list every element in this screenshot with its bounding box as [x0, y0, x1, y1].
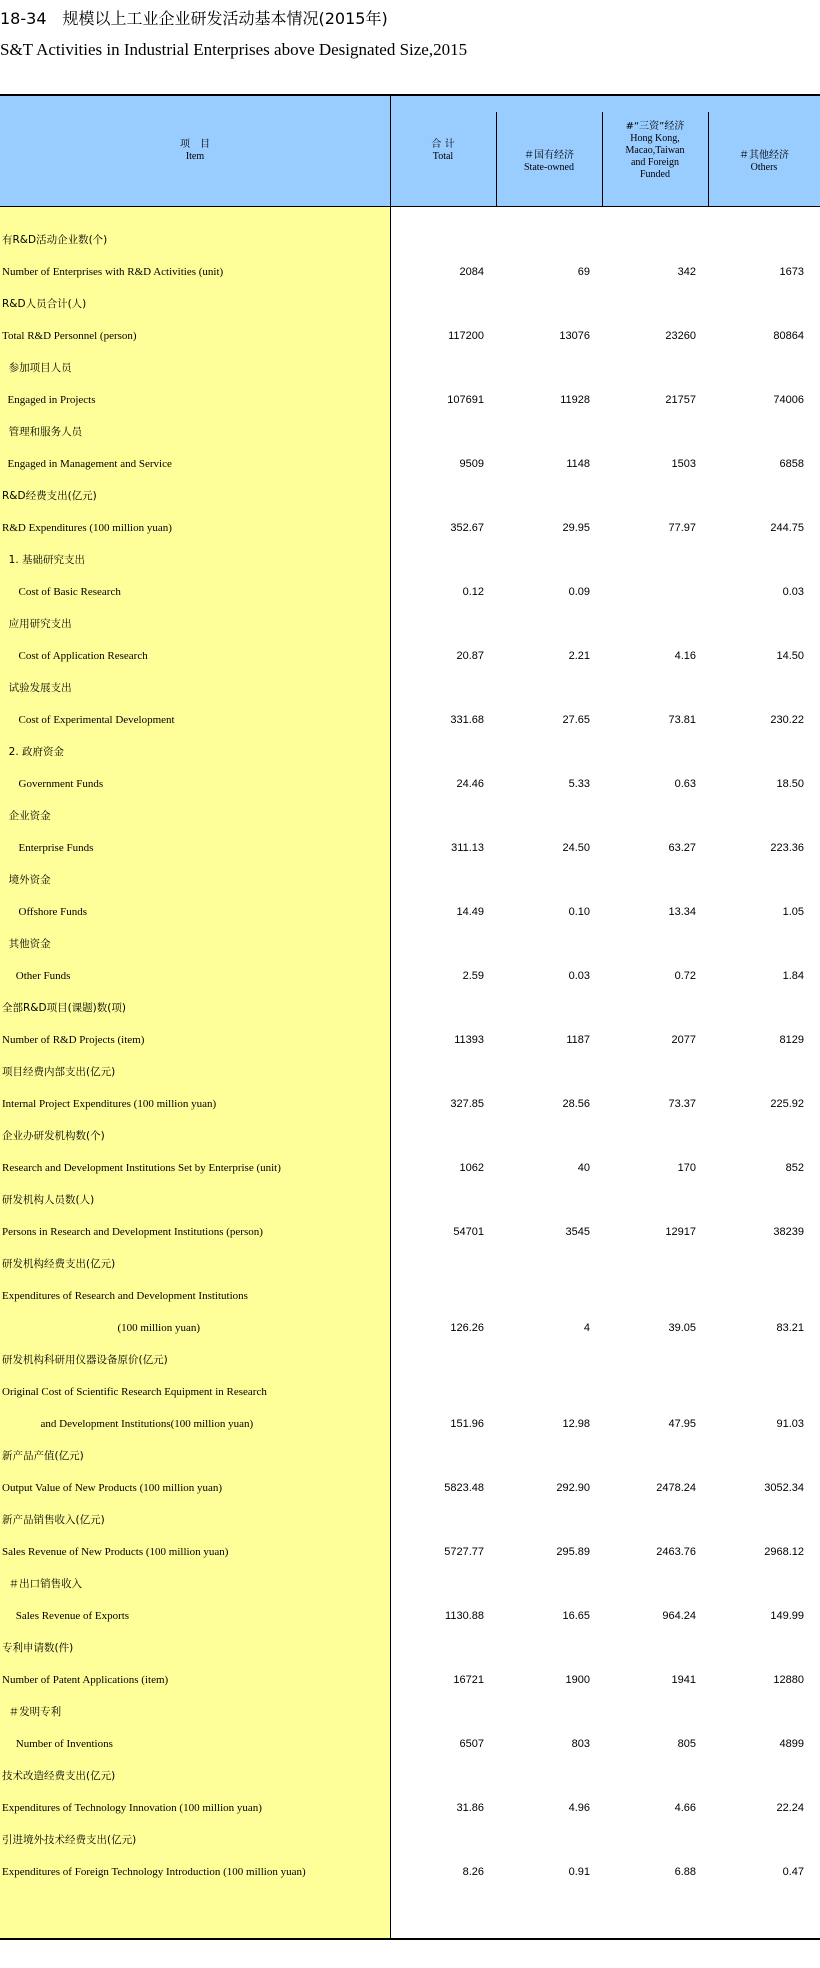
- row-value-col-2: 1900: [565, 1674, 590, 1686]
- table-row: [0, 1088, 820, 1120]
- row-value-col-2: 0.91: [568, 1866, 590, 1878]
- row-value-col-1: 117200: [448, 330, 484, 342]
- row-value-col-1: 327.85: [450, 1098, 484, 1110]
- table-row: [0, 608, 820, 640]
- table-row: [0, 1504, 820, 1536]
- row-value-col-4: 91.03: [776, 1418, 804, 1430]
- header-foreign-en-2: Macao,Taiwan: [625, 145, 685, 156]
- table-row: [0, 1248, 820, 1280]
- table-row: [0, 1472, 820, 1504]
- row-value-col-3: 21757: [665, 394, 696, 406]
- table-row: [0, 928, 820, 960]
- table-row: [0, 416, 820, 448]
- row-label: Expenditures of Foreign Technology Introduction (100 million yuan): [2, 1866, 306, 1878]
- row-value-col-4: 852: [785, 1162, 804, 1174]
- row-label: (100 million yuan): [2, 1322, 200, 1334]
- row-label: 专利申请数(件): [2, 1642, 74, 1654]
- header-item-cn: 项 目: [180, 139, 210, 150]
- table-row: [0, 704, 820, 736]
- row-label: Output Value of New Products (100 million yuan): [2, 1482, 223, 1494]
- row-value-col-2: 295.89: [556, 1546, 590, 1558]
- row-value-col-4: 1.84: [782, 970, 804, 982]
- row-value-col-1: 6507: [459, 1738, 484, 1750]
- row-value-col-3: 1941: [671, 1674, 696, 1686]
- row-value-col-1: 2.59: [462, 970, 484, 982]
- row-value-col-3: 47.95: [668, 1418, 696, 1430]
- row-label: 其他资金: [2, 938, 51, 950]
- row-label: ＃发明专利: [2, 1706, 62, 1718]
- row-value-col-2: 28.56: [562, 1098, 590, 1110]
- row-label: Original Cost of Scientific Research Equipment in Research: [2, 1386, 267, 1398]
- row-value-col-1: 5727.77: [444, 1546, 484, 1558]
- row-value-col-1: 2084: [459, 266, 484, 278]
- row-label: 研发机构经费支出(亿元): [2, 1258, 116, 1270]
- row-label: 境外资金: [2, 874, 51, 886]
- table-header: [0, 96, 820, 207]
- row-label: Expenditures of Technology Innovation (100 million yuan): [2, 1802, 262, 1814]
- row-value-col-3: 0.72: [674, 970, 696, 982]
- row-value-col-3: [608, 576, 696, 608]
- row-label: Expenditures of Research and Development Institutions: [2, 1290, 248, 1302]
- row-value-col-4: 22.24: [776, 1802, 804, 1814]
- row-label: Sales Revenue of New Products (100 million yuan): [2, 1546, 229, 1558]
- table-title-chinese: 18-34 规模以上工业企业研发活动基本情况(2015年): [0, 9, 388, 28]
- header-others-cn: ＃其他经济: [739, 150, 789, 161]
- row-label: 项目经费内部支出(亿元): [2, 1066, 116, 1078]
- row-value-col-3: 805: [677, 1738, 696, 1750]
- row-value-col-2: 69: [577, 266, 590, 278]
- row-label: Number of Enterprises with R&D Activities (unit): [2, 266, 224, 278]
- row-value-col-3: 4.16: [674, 650, 696, 662]
- row-label: Other Funds: [2, 970, 71, 982]
- table-row: [0, 384, 820, 416]
- row-value-col-4: 12880: [773, 1674, 804, 1686]
- table-row: [0, 1120, 820, 1152]
- row-value-col-1: 311.13: [451, 842, 484, 854]
- table-row: [0, 1344, 820, 1376]
- table-row: [0, 864, 820, 896]
- table-row: [0, 960, 820, 992]
- row-value-col-2: 2.21: [568, 650, 590, 662]
- row-value-col-4: 1.05: [782, 906, 804, 918]
- row-value-col-4: 225.92: [770, 1098, 804, 1110]
- row-value-col-3: 2077: [671, 1034, 696, 1046]
- row-label: Engaged in Projects: [2, 394, 96, 406]
- row-label: Research and Development Institutions Set by Enterprise (unit): [2, 1162, 281, 1174]
- header-foreign-funded: [602, 96, 708, 206]
- header-total: [390, 96, 496, 206]
- row-value-col-2: 3545: [565, 1226, 590, 1238]
- row-value-col-2: 29.95: [562, 522, 590, 534]
- row-value-col-3: 170: [677, 1162, 696, 1174]
- table-row: [0, 1536, 820, 1568]
- row-label: 新产品产值(亿元): [2, 1450, 84, 1462]
- row-value-col-1: 54701: [453, 1226, 484, 1238]
- row-label: Number of Inventions: [2, 1738, 113, 1750]
- row-value-col-1: 126.26: [450, 1322, 484, 1334]
- row-value-col-1: 5823.48: [444, 1482, 484, 1494]
- row-label: Total R&D Personnel (person): [2, 330, 137, 342]
- table-row: [0, 1760, 820, 1792]
- row-value-col-2: 27.65: [562, 714, 590, 726]
- table-row: [0, 640, 820, 672]
- table-bottom-rule: [0, 1938, 820, 1940]
- row-label: 企业资金: [2, 810, 51, 822]
- table-row: [0, 896, 820, 928]
- row-value-col-2: 12.98: [562, 1418, 590, 1430]
- table-row: [0, 1376, 820, 1408]
- row-label: 企业办研发机构数(个): [2, 1130, 105, 1142]
- table-row: [0, 992, 820, 1024]
- row-value-col-2: 292.90: [556, 1482, 590, 1494]
- table-row: [0, 480, 820, 512]
- row-label: 有R&D活动企业数(个): [2, 234, 108, 246]
- row-value-col-3: 0.63: [674, 778, 696, 790]
- row-value-col-3: 1503: [671, 458, 696, 470]
- row-value-col-3: 73.81: [668, 714, 696, 726]
- table-row: [0, 1440, 820, 1472]
- header-foreign-en-4: Funded: [640, 169, 670, 180]
- header-foreign-cn: #“三资”经济: [625, 121, 685, 132]
- table-row: [0, 1408, 820, 1440]
- table-row: [0, 1568, 820, 1600]
- header-divider: [496, 112, 497, 206]
- table-title-english: S&T Activities in Industrial Enterprises above Designated Size,2015: [0, 40, 468, 59]
- table-row: [0, 768, 820, 800]
- row-value-col-1: 11393: [454, 1034, 484, 1046]
- header-item-en: Item: [185, 151, 205, 162]
- row-value-col-1: 31.86: [456, 1802, 484, 1814]
- table-row: [0, 832, 820, 864]
- header-item: [0, 96, 390, 206]
- row-value-col-2: 16.65: [562, 1610, 590, 1622]
- row-label: Number of R&D Projects (item): [2, 1034, 145, 1046]
- table-row: [0, 1664, 820, 1696]
- header-state-owned: [496, 96, 602, 206]
- row-value-col-4: 2968.12: [764, 1546, 804, 1558]
- row-label: 技术改造经费支出(亿元): [2, 1770, 116, 1782]
- table-row: [0, 1792, 820, 1824]
- row-label: Cost of Experimental Development: [2, 714, 175, 726]
- row-value-col-4: 0.03: [782, 586, 804, 598]
- row-label: 参加项目人员: [2, 362, 72, 374]
- row-value-col-3: 2478.24: [656, 1482, 696, 1494]
- row-value-col-1: 16721: [453, 1674, 484, 1686]
- table-row: [0, 1152, 820, 1184]
- row-value-col-3: 77.97: [668, 522, 696, 534]
- header-foreign-en-1: Hong Kong,: [630, 133, 680, 144]
- row-value-col-3: 4.66: [674, 1802, 696, 1814]
- row-label: Internal Project Expenditures (100 million yuan): [2, 1098, 217, 1110]
- row-label: 新产品销售收入(亿元): [2, 1514, 105, 1526]
- row-label: R&D人员合计(人): [2, 298, 87, 310]
- row-label: Government Funds: [2, 778, 104, 790]
- table-row: [0, 1024, 820, 1056]
- row-label: and Development Institutions(100 million yuan): [2, 1418, 254, 1430]
- table-row: [0, 1856, 820, 1888]
- header-state-cn: ＃国有经济: [524, 150, 574, 161]
- row-value-col-4: 0.47: [782, 1866, 804, 1878]
- table-row: [0, 1600, 820, 1632]
- table-row: [0, 1632, 820, 1664]
- row-value-col-3: 23260: [665, 330, 696, 342]
- table-row: [0, 288, 820, 320]
- row-value-col-3: 2463.76: [656, 1546, 696, 1558]
- header-state-en: State-owned: [524, 162, 574, 173]
- row-label: Persons in Research and Development Institutions (person): [2, 1226, 263, 1238]
- header-others: [708, 96, 820, 206]
- row-label: 2. 政府资金: [2, 746, 65, 758]
- row-value-col-1: 14.49: [456, 906, 484, 918]
- row-value-col-2: 5.33: [568, 778, 590, 790]
- row-value-col-3: 73.37: [668, 1098, 696, 1110]
- row-label: R&D Expenditures (100 million yuan): [2, 522, 172, 534]
- row-value-col-4: 149.99: [770, 1610, 804, 1622]
- row-value-col-4: 6858: [779, 458, 804, 470]
- row-label: 引进境外技术经费支出(亿元): [2, 1834, 137, 1846]
- row-label: 试验发展支出: [2, 682, 72, 694]
- table-row: [0, 1696, 820, 1728]
- row-value-col-4: 230.22: [770, 714, 804, 726]
- row-value-col-3: 63.27: [668, 842, 696, 854]
- row-label: 研发机构人员数(人): [2, 1194, 95, 1206]
- row-value-col-4: 14.50: [776, 650, 804, 662]
- row-value-col-3: 342: [677, 266, 696, 278]
- row-value-col-2: 40: [577, 1162, 590, 1174]
- table-row: [0, 1312, 820, 1344]
- header-divider: [602, 112, 603, 206]
- row-value-col-3: 13.34: [668, 906, 696, 918]
- row-value-col-2: 13076: [559, 330, 590, 342]
- row-label: Number of Patent Applications (item): [2, 1674, 169, 1686]
- row-value-col-4: 38239: [773, 1226, 804, 1238]
- row-value-col-3: 964.24: [662, 1610, 696, 1622]
- header-foreign-en-3: and Foreign: [630, 157, 680, 168]
- row-value-col-1: 352.67: [450, 522, 484, 534]
- table-row: [0, 1056, 820, 1088]
- header-total-en: Total: [432, 151, 454, 162]
- row-label: Sales Revenue of Exports: [2, 1610, 130, 1622]
- table-row: [0, 1184, 820, 1216]
- table-row: [0, 512, 820, 544]
- row-value-col-4: 244.75: [770, 522, 804, 534]
- row-value-col-1: 24.46: [456, 778, 484, 790]
- header-divider: [390, 96, 391, 206]
- row-value-col-1: 1062: [459, 1162, 484, 1174]
- row-label: ＃出口销售收入: [2, 1578, 83, 1590]
- header-others-en: Others: [750, 162, 778, 173]
- table-row: [0, 736, 820, 768]
- row-label: 1. 基础研究支出: [2, 554, 86, 566]
- row-value-col-1: 107691: [447, 394, 484, 406]
- row-value-col-1: 8.26: [462, 1866, 484, 1878]
- row-label: 全部R&D项目(课题)数(项): [2, 1002, 126, 1014]
- row-value-col-4: 4899: [779, 1738, 804, 1750]
- table-row: [0, 544, 820, 576]
- row-value-col-4: 3052.34: [764, 1482, 804, 1494]
- row-label: 研发机构科研用仪器设备原价(亿元): [2, 1354, 168, 1366]
- row-value-col-4: 83.21: [776, 1322, 804, 1334]
- row-value-col-3: 6.88: [674, 1866, 696, 1878]
- row-value-col-2: 11928: [560, 394, 590, 406]
- row-value-col-2: 0.03: [568, 970, 590, 982]
- row-value-col-2: 4.96: [568, 1802, 590, 1814]
- row-value-col-3: 39.05: [668, 1322, 696, 1334]
- row-value-col-2: 1187: [566, 1034, 590, 1046]
- row-value-col-1: 331.68: [450, 714, 484, 726]
- row-value-col-4: 223.36: [770, 842, 804, 854]
- row-value-col-4: 1673: [779, 266, 804, 278]
- row-value-col-2: 1148: [566, 458, 590, 470]
- row-value-col-4: 80864: [773, 330, 804, 342]
- table-row: [0, 1216, 820, 1248]
- table-row: [0, 1280, 820, 1312]
- table-row: [0, 1728, 820, 1760]
- row-value-col-3: 12917: [665, 1226, 696, 1238]
- row-value-col-1: 0.12: [462, 586, 484, 598]
- table-row: [0, 1824, 820, 1856]
- row-label: 管理和服务人员: [2, 426, 83, 438]
- row-label: Offshore Funds: [2, 906, 88, 918]
- row-value-col-1: 1130.88: [445, 1610, 484, 1622]
- table-row: [0, 256, 820, 288]
- table-row: [0, 448, 820, 480]
- table-row: [0, 352, 820, 384]
- row-value-col-2: 0.10: [568, 906, 590, 918]
- row-label: Engaged in Management and Service: [2, 458, 172, 470]
- row-value-col-4: 18.50: [776, 778, 804, 790]
- row-value-col-4: 8129: [779, 1034, 804, 1046]
- header-divider: [708, 112, 709, 206]
- table-row: [0, 576, 820, 608]
- table-body: [0, 207, 820, 1938]
- row-label: Enterprise Funds: [2, 842, 94, 854]
- row-value-col-1: 151.96: [450, 1418, 484, 1430]
- table-row: [0, 224, 820, 256]
- table-row: [0, 672, 820, 704]
- row-value-col-1: 20.87: [456, 650, 484, 662]
- row-label: R&D经费支出(亿元): [2, 490, 97, 502]
- row-value-col-2: 0.09: [568, 586, 590, 598]
- row-value-col-2: 803: [571, 1738, 590, 1750]
- table-row: [0, 320, 820, 352]
- row-label: Cost of Application Research: [2, 650, 148, 662]
- row-value-col-2: 24.50: [562, 842, 590, 854]
- row-label: Cost of Basic Research: [2, 586, 121, 598]
- row-value-col-2: 4: [583, 1322, 590, 1334]
- row-value-col-1: 9509: [459, 458, 484, 470]
- row-label: 应用研究支出: [2, 618, 72, 630]
- table-row: [0, 800, 820, 832]
- row-value-col-4: 74006: [773, 394, 804, 406]
- header-total-cn: 合 计: [431, 139, 455, 150]
